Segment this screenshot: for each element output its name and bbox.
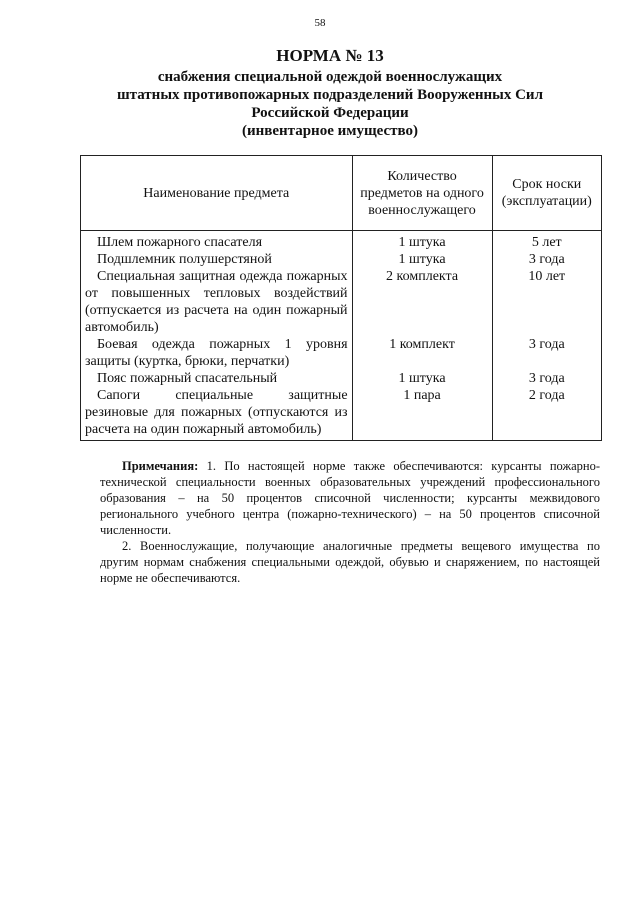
table-row (81, 251, 602, 268)
note-2: 2. Военнослужащие, получающие аналогичные предметы вещевого имущества по другим нормам снабжения специальными одеждой, обувью и снаряжением, по настоящей норме не обеспечиваются. (100, 539, 600, 585)
item-name: Шлем пожарного спасателя (81, 231, 353, 252)
item-quantity: 1 пара (352, 387, 492, 441)
item-name: Сапоги специальные защитные резиновые для пожарных (отпускаются из расчета на один пожарный автомобиль) (81, 387, 353, 441)
table-header-row (81, 156, 602, 231)
header-item-name: Наименование предмета (81, 156, 353, 231)
item-term: 3 года (492, 370, 601, 387)
item-term: 5 лет (492, 231, 601, 252)
item-term: 2 года (492, 387, 601, 441)
note-1 (100, 458, 600, 538)
notes-label: Примечания: (122, 459, 199, 473)
table-row (81, 231, 602, 252)
table-row (81, 387, 602, 441)
item-quantity: 1 комплект (352, 336, 492, 370)
item-quantity: 1 штука (352, 251, 492, 268)
item-name: Пояс пожарный спасательный (81, 370, 353, 387)
item-term: 3 года (492, 251, 601, 268)
item-name: Подшлемник полушерстяной (81, 251, 353, 268)
document-subtitle-line-3: Российской Федерации (251, 105, 409, 121)
table-row (81, 336, 602, 370)
item-name: Боевая одежда пожарных 1 уровня защиты (куртка, брюки, перчатки) (81, 336, 353, 370)
notes-section (100, 458, 600, 586)
page-number: 58 (314, 17, 326, 29)
item-term: 10 лет (492, 268, 601, 336)
item-quantity: 1 штука (352, 370, 492, 387)
table-row (81, 370, 602, 387)
document-subtitle-line-4: (инвентарное имущество) (241, 123, 418, 139)
note-1-text: 1. По настоящей норме также обеспечиваются: курсанты пожарно-технической специальности военных образовательных учреждений профессионального образования – на 50 процентов списочной численности; курсанты межвидового регионального учебного центра (пожарно-технического) – на 50 процентов списочной численности. (100, 459, 600, 537)
title-block (60, 46, 600, 140)
item-name: Специальная защитная одежда пожарных от повышенных тепловых воздействий (отпускается из расчета на один пожарный автомобиль) (81, 268, 353, 336)
document-subtitle-line-2: штатных противопожарных подразделений Вооруженных Сил (116, 87, 543, 103)
table-row (81, 268, 602, 336)
header-quantity: Количество предметов на одного военнослужащего (352, 156, 492, 231)
norm-table (80, 155, 602, 441)
item-quantity: 2 комплекта (352, 268, 492, 336)
item-quantity: 1 штука (352, 231, 492, 252)
document-title: НОРМА № 13 (276, 46, 384, 65)
header-wear-term: Срок носки (эксплуатации) (492, 156, 601, 231)
item-term: 3 года (492, 336, 601, 370)
document-subtitle-line-1: снабжения специальной одеждой военнослужащих (157, 69, 503, 85)
